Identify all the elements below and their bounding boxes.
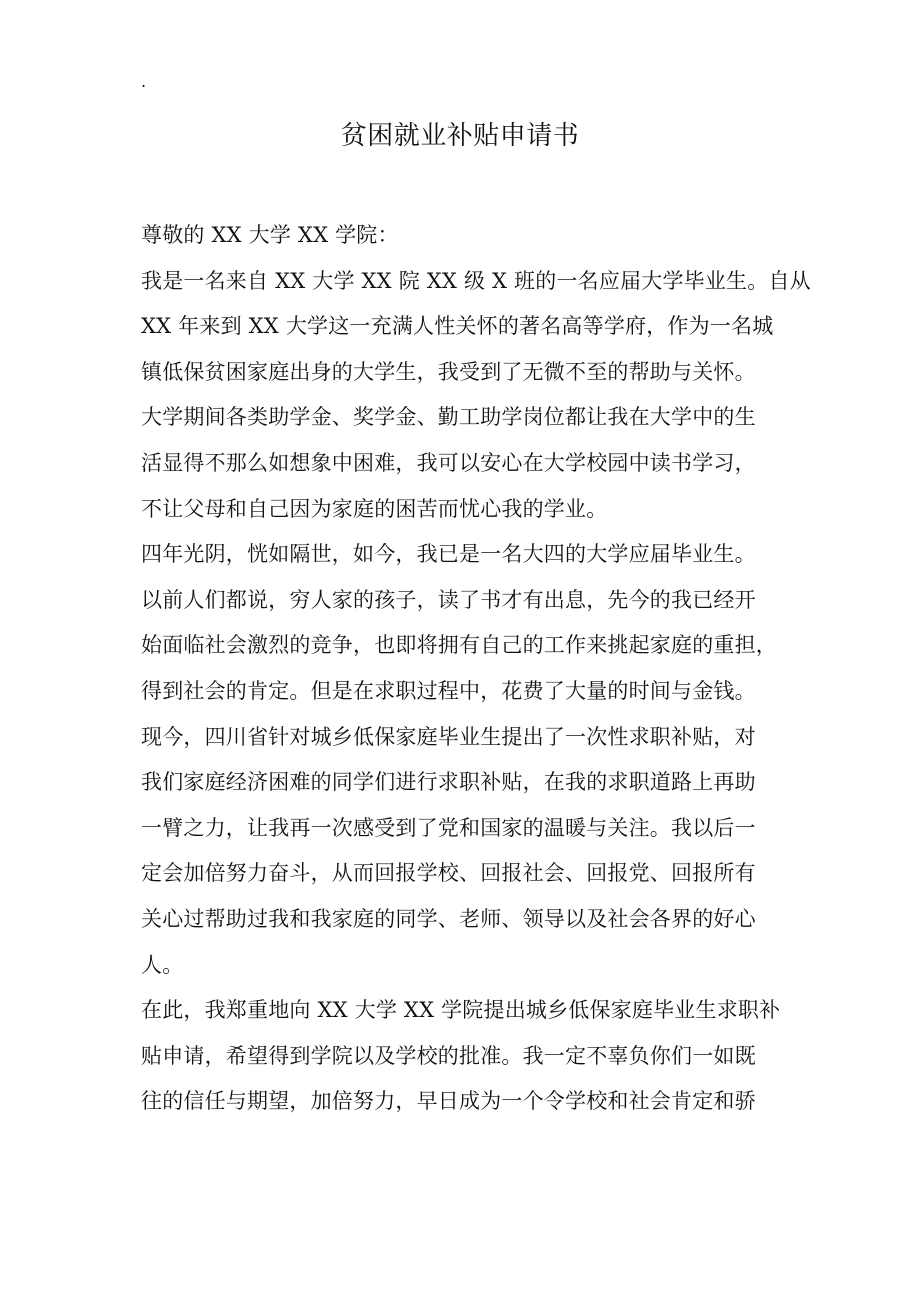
salutation-line: 尊敬的 XX 大学 XX 学院： xyxy=(141,223,399,247)
body-line: 以前人们都说，穷人家的孩子，读了书才有出息，先今的我已经开 xyxy=(141,587,756,612)
body-line: 镇低保贫困家庭出身的大学生，我受到了无微不至的帮助与关怀。 xyxy=(141,359,756,384)
body-line: 得到社会的肯定。但是在求职过程中，花费了大量的时间与金钱。 xyxy=(141,678,756,703)
body-line: 人。 xyxy=(141,952,184,977)
body-line: 我是一名来自 XX 大学 XX 院 XX 级 X 班的一名应届大学毕业生。自从 xyxy=(141,268,811,293)
body-line: 一臂之力，让我再一次感受到了党和国家的温暖与关注。我以后一 xyxy=(141,815,756,840)
body-line: 定会加倍努力奋斗，从而回报学校、回报社会、回报党、回报所有 xyxy=(141,861,756,886)
body-line: XX 年来到 XX 大学这一充满人性关怀的著名高等学府，作为一名城 xyxy=(141,314,774,339)
body-line: 关心过帮助过我和我家庭的同学、老师、领导以及社会各界的好心 xyxy=(141,906,756,931)
letter-body xyxy=(141,213,811,1125)
body-line: 往的信任与期望，加倍努力，早日成为一个令学校和社会肯定和骄 xyxy=(141,1089,756,1114)
body-line: 我们家庭经济困难的同学们进行求职补贴，在我的求职道路上再助 xyxy=(141,770,756,795)
body-line: 现今，四川省针对城乡低保家庭毕业生提出了一次性求职补贴，对 xyxy=(141,724,756,749)
body-line: 大学期间各类助学金、奖学金、勤工助学岗位都让我在大学中的生 xyxy=(141,405,756,430)
body-line: 四年光阴，恍如隔世，如今，我已是一名大四的大学应届毕业生。 xyxy=(141,542,756,567)
body-line: 不让父母和自己因为家庭的困苦而忧心我的学业。 xyxy=(141,496,608,521)
body-line: 在此，我郑重地向 XX 大学 XX 学院提出城乡低保家庭毕业生求职补 xyxy=(141,998,781,1023)
body-line: 贴申请，希望得到学院以及学校的批准。我一定不辜负你们一如既 xyxy=(141,1043,756,1068)
body-line: 始面临社会激烈的竞争，也即将拥有自己的工作来挑起家庭的重担， xyxy=(141,633,777,658)
body-line: 活显得不那么如想象中困难，我可以安心在大学校园中读书学习， xyxy=(141,450,756,475)
page-title: 贫困就业补贴申请书 xyxy=(340,121,580,151)
corner-mark: . xyxy=(141,72,147,91)
